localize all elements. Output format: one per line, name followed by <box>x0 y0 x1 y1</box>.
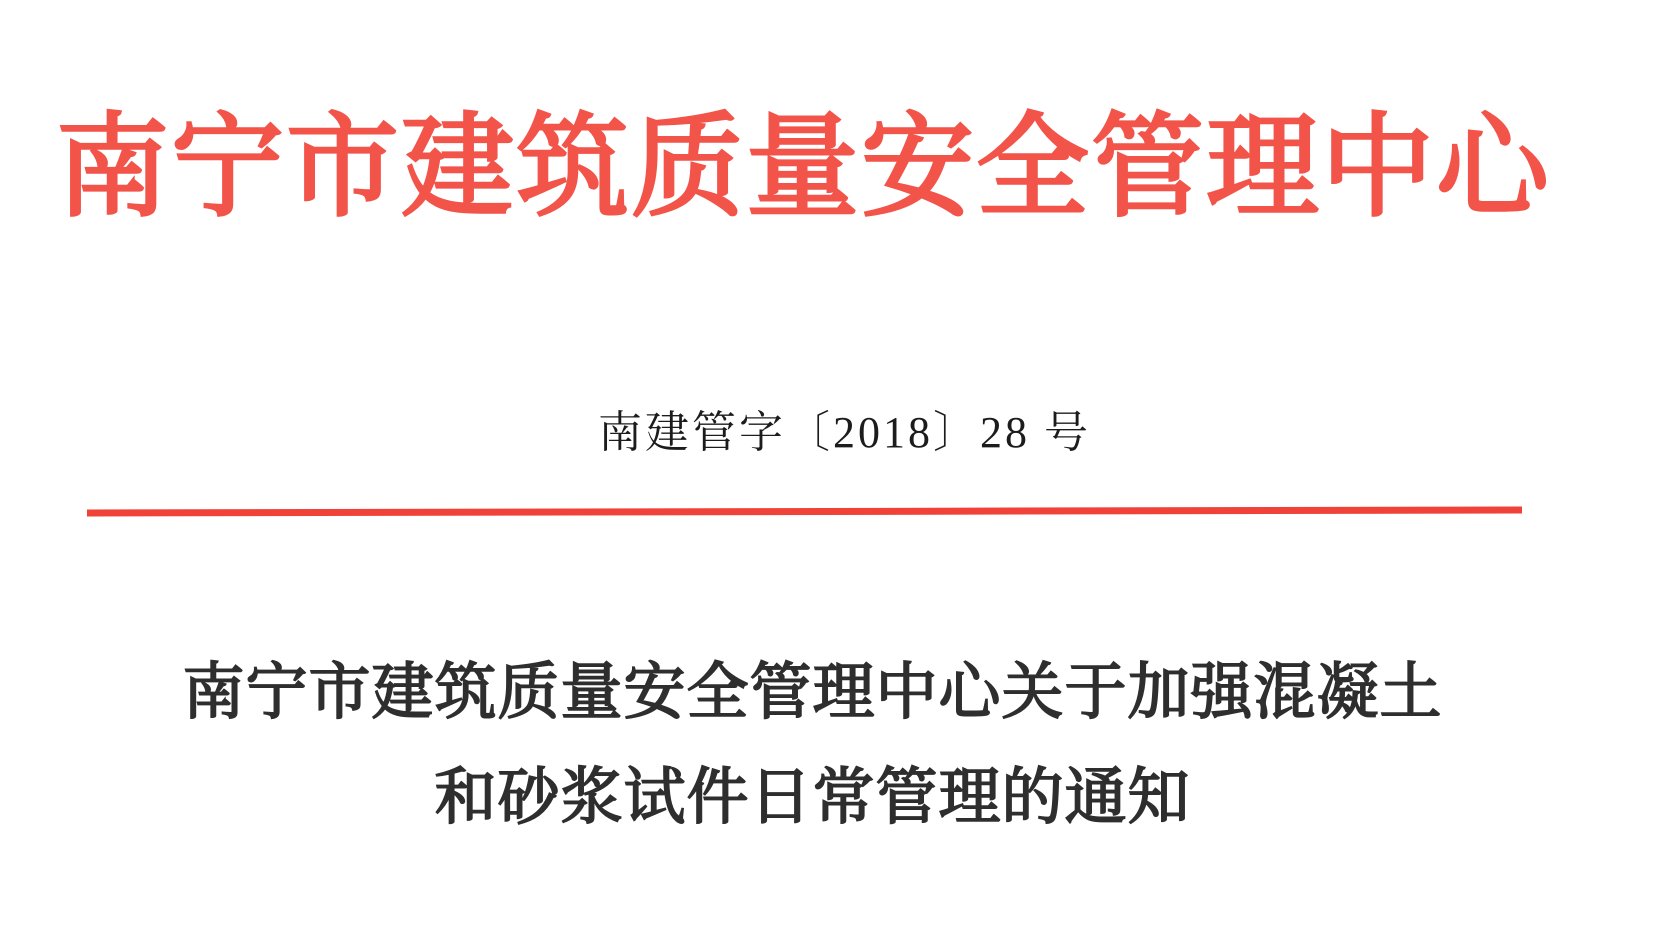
document-number: 南建管字〔2018〕28 号 <box>598 408 1091 457</box>
document-title-line-1: 南宁市建筑质量安全管理中心关于加强混凝土 <box>182 659 1443 727</box>
document-title <box>0 641 1639 851</box>
red-divider-line <box>87 506 1522 516</box>
agency-name-header: 南宁市建筑质量安全管理中心 <box>56 106 1551 231</box>
document-title-line-2: 和砂浆试件日常管理的通知 <box>434 764 1191 832</box>
